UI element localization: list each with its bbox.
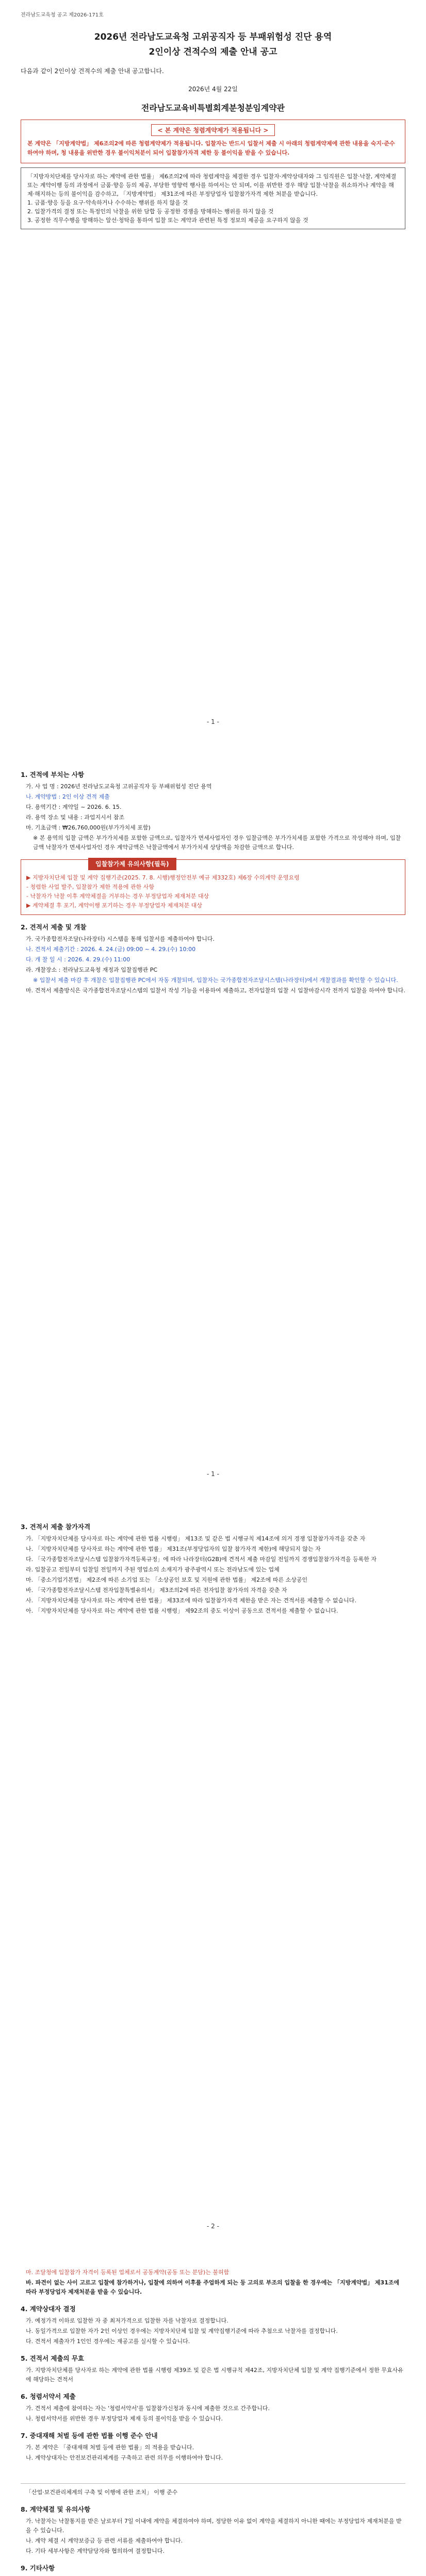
section-item: 가. 예정가격 이하로 입찰한 자 중 최저가격으로 입찰한 자를 낙찰자로 결정합니다.	[26, 2317, 228, 2324]
page-number: - 1 -	[207, 718, 219, 725]
page-1	[0, 0, 426, 752]
section-item: 다. 개 찰 일 시 : 2026. 4. 29.(수) 11:00	[26, 956, 130, 963]
callout-title: 입찰참가제 유의사항(필독)	[88, 858, 176, 870]
section-item: 바. 파견이 없는 사이 고르고 입찰에 참가하거나, 입찰에 의하여 이후를 주업하게 되는 등 고의로 부조의 입찰을 한 경우에는 「지방계약법」 제31조에 따라 부정당업자 제재처분을 받을 수 있습니다.	[26, 2279, 400, 2295]
integrity-contract-notice	[21, 120, 405, 163]
section-item: 나. 계약상대자는 안전보건관리체계를 구축하고 관련 의무를 이행하여야 합니다.	[26, 2454, 223, 2461]
section-item: 마. 기초금액 : ₩26,760,000원(부가가치세 포함)	[26, 824, 151, 831]
section-item: 나. 계약방법 : 2인 이상 견적 제출	[26, 793, 110, 800]
section-item: 나. 청렴서약서를 위반한 경우 부정당업자 제재 등의 불이익을 받을 수 있습니다.	[26, 2415, 223, 2422]
section-item: 마. 견적서 제출방식은 국가종합전자조달시스템의 입찰서 작성 기능을 이용하여 제출하고, 전자입찰의 입찰 시 입찰마감시각 전까지 입찰을 하여야 합니다.	[26, 987, 405, 994]
section-divider	[21, 2483, 405, 2484]
integrity-item: 3. 공정한 직무수행을 방해하는 알선·청탁을 통하여 입찰 또는 계약과 관련된 특정 정보의 제공을 요구하지 않을 것	[27, 217, 308, 224]
section-item: 나. 견적서 제출기간 : 2026. 4. 24.(금) 09:00 ~ 4. 29.(수) 10:00	[26, 946, 196, 953]
section-item: 라. 입찰공고 전일부터 입찰일 전일까지 주된 영업소의 소재지가 광주광역시 또는 전라남도에 있는 업체	[26, 1566, 280, 1573]
section-item: 가. 사 업 명 : 2026년 전라남도교육청 고위공직자 등 부패위험성 진단 용역	[26, 783, 212, 790]
section-item: 가. 국가종합전자조달(나라장터) 시스템을 통해 입찰서를 제출하여야 합니다.	[26, 936, 215, 942]
page-4	[0, 2257, 426, 2576]
integrity-item: 2. 입찰가격의 결정 또는 특정인의 낙찰을 위한 담합 등 공정한 경쟁을 방해하는 행위를 하지 않을 것	[27, 208, 274, 215]
section-item: 다. 용역기간 : 계약일 ~ 2026. 6. 15.	[26, 804, 122, 810]
section-item: 라. 용역 장소 및 내용 : 과업지시서 참조	[26, 814, 125, 821]
section-title: 8. 계약체결 및 유의사항	[21, 2505, 91, 2513]
section-item: 마. 조달청에 입찰참가 자격이 등록된 업체로서 공동계약(공동 또는 분담)는 불허함	[26, 2269, 230, 2276]
section-item: 나. 「지방자치단체를 당사자로 하는 계약에 관한 법률」 제31조(부정당업자의 입찰 참가자격 제한)에 해당되지 않는 자	[26, 1546, 321, 1552]
section-title: 3. 견적서 제출 참가자격	[21, 1523, 91, 1531]
section-title: 2. 견적서 제출 및 개찰	[21, 923, 87, 931]
notice-intro: 다음과 같이 2인이상 견적수의 제출 안내 공고합니다.	[21, 67, 164, 75]
section-title: 1. 견적에 부치는 사항	[21, 771, 85, 778]
callout-item: - 낙찰자가 낙찰 이후 계약체결을 거부하는 경우 부정당업자 제재처분 대상	[26, 893, 209, 900]
section-item: 아. 「지방자치단체를 당사자로 하는 계약에 관한 법률 시행령」 제92조의 중도 이상이 공동으로 견적서를 제출할 수 없습니다.	[26, 1607, 338, 1614]
page-3	[0, 1504, 426, 2257]
bidding-caution-callout	[21, 859, 405, 915]
section-item: 가. 지방자치단체를 당사자로 하는 계약에 관한 법률 시행령 제39조 및 같은 법 시행규칙 제42조, 지방자치단체 입찰 및 계약 집행기준에서 정한 무효사유에 해당하는 견적서	[26, 2367, 403, 2383]
integrity-detail-box	[21, 167, 405, 229]
section-note: 「산업·보건관리체계의 구축 및 이행에 관한 조치」 이행 준수	[26, 2489, 178, 2496]
section-note: ※ 본 용역의 입찰 금액은 부가가치세를 포함한 금액으로, 입찰자가 면세사업자인 경우 입찰금액은 부가가치세를 포함한 가격으로 작성해야 하며, 입찰금액 낙찰자가 면세사업자인 경우 계약금액은 낙찰금액에서 부가가치세 상당액을 차감한 금액으로 합니다.	[33, 835, 401, 851]
callout-item: - 청렴한 사업 발주, 입찰참가 제한 적용에 관한 사항	[26, 884, 154, 890]
section-title: 5. 견적서 제출의 무효	[21, 2354, 85, 2362]
notice-title-line1: 2026년 전라남도교육청 고위공직자 등 부패위험성 진단 용역	[94, 32, 332, 42]
section-item: 나. 동일가격으로 입찰한 자가 2인 이상인 경우에는 지방자치단체 입찰 및 계약집행기준에 따라 추첨으로 낙찰자를 결정합니다.	[26, 2328, 338, 2334]
section-item: 사. 「지방자치단체를 당사자로 하는 계약에 관한 법률」 제33조에 따라 입찰참가자격 제한을 받은 자는 견적서를 제출할 수 없습니다.	[26, 1597, 356, 1604]
callout-item: ▶ 계약체결 후 포기, 계약이행 포기하는 경우 부정당업자 제재처분 대상	[26, 902, 202, 909]
page-number: - 1 -	[207, 1470, 219, 1478]
issuing-org: 전라남도교육비특별회계분청분임계약관	[141, 103, 285, 113]
section-item: 가. 「지방자치단체를 당사자로 하는 계약에 관한 법률 시행령」 제13조 및 같은 법 시행규칙 제14조에 의거 경쟁 입찰참가자격을 갖춘 자	[26, 1535, 366, 1542]
integrity-notice-body: 본 계약은 「지방계약법」 제6조의2에 따른 청렴계약제가 적용됩니다. 입찰자는 반드시 입찰서 제출 시 아래의 청렴계약제에 관한 내용을 숙지·준수하여야 하며, 청 내용을 위반한 경우 불이익처분이 되어 입찰참가자격 제한 등 불이익을 받을 수 있습니다.	[27, 140, 395, 156]
page-number: - 2 -	[207, 2223, 219, 2230]
section-title: 4. 계약상대자 결정	[21, 2305, 76, 2313]
callout-item: ▶ 지방자치단체 입찰 및 계약 집행기준(2025. 7. 8. 시행)행정안전부 예규 제332호) 제6장 수의계약 운영요령	[26, 874, 300, 881]
section-title: 9. 기타사항	[21, 2564, 55, 2572]
section-item: 가. 본 계약은 「중대재해 처벌 등에 관한 법률」의 적용을 받습니다.	[26, 2444, 194, 2451]
integrity-item: 1. 금품·향응 등을 요구·약속하거나 수수하는 행위를 하지 않을 것	[27, 199, 188, 206]
section-item: 마. 「중소기업기본법」 제2조에 따른 소기업 또는 「소상공인 보호 및 지원에 관한 법률」 제2조에 따른 소상공인	[26, 1577, 308, 1583]
section-item: 가. 견적서 제출에 참여하는 자는 '청렴서약서'를 입찰참가신청과 동시에 제출한 것으로 간주합니다.	[26, 2405, 270, 2412]
section-item: 나. 계약 체결 시 계약보증금 등 관련 서류를 제출하여야 합니다.	[26, 2537, 183, 2544]
page-2	[0, 752, 426, 1504]
section-item: 다. 기타 세부사항은 계약담당자와 협의하여 결정합니다.	[26, 2548, 165, 2554]
section-item: 가. 낙찰자는 낙찰통지를 받은 날로부터 7일 이내에 계약을 체결하여야 하며, 정당한 이유 없이 계약을 체결하지 아니한 때에는 부정당업자 제재처분을 받을 수 있습니다.	[26, 2518, 402, 2534]
section-note: ※ 입찰서 제출 마감 후 개찰은 입찰집행관 PC에서 자동 개찰되며, 입찰자는 국가종합전자조달시스템(나라장터)에서 개찰결과를 확인할 수 있습니다.	[33, 977, 398, 984]
notice-number: 전라남도교육청 공고 제2026-171호	[21, 12, 104, 18]
section-item: 바. 「국가종합전자조달시스템 전자입찰특별유의서」 제3조의2에 따른 전자입찰 참가자의 자격을 갖춘 자	[26, 1587, 287, 1594]
notice-date: 2026년 4월 22일	[188, 86, 238, 93]
section-item: 다. 「국가종합전자조달시스템 입찰참가자격등록규정」에 따라 나라장터(G2B)에 견적서 제출 마감일 전일까지 경쟁입찰참가자격을 등록한 자	[26, 1556, 377, 1563]
section-title: 6. 청렴서약서 제출	[21, 2393, 76, 2400]
section-item: 라. 개찰장소 : 전라남도교육청 재정과 입찰집행관 PC	[26, 967, 158, 973]
integrity-notice-title: < 본 계약은 청렴계약제가 적용됩니다 >	[151, 124, 275, 136]
integrity-detail-text: 「지방자치단체를 당사자로 하는 계약에 관한 법률」 제6조의2에 따라 청렴계약을 체결한 경우 입찰자·계약상대자와 그 임직원은 입찰·낙찰, 계약체결 또는 계약이행 등의 과정에서 금품·향응 등의 제공, 부당한 영향력 행사를 하여서는 안 되며, 이를 위반한 경우 해당 입찰·낙찰을 취소하거나 계약을 해제·해지하는 등의 불이익을 감수하고, 「지방계약법」 제31조에 따른 부정당업자 입찰참가자격 제한 처분을 받습니다.	[27, 173, 397, 197]
notice-title-line2: 2인이상 견적수의 제출 안내 공고	[149, 47, 277, 57]
section-item: 다. 견적서 제출자가 1인인 경우에는 재공고를 실시할 수 있습니다.	[26, 2338, 190, 2345]
section-title: 7. 중대재해 처벌 등에 관한 법률 이행 준수 안내	[21, 2432, 158, 2439]
